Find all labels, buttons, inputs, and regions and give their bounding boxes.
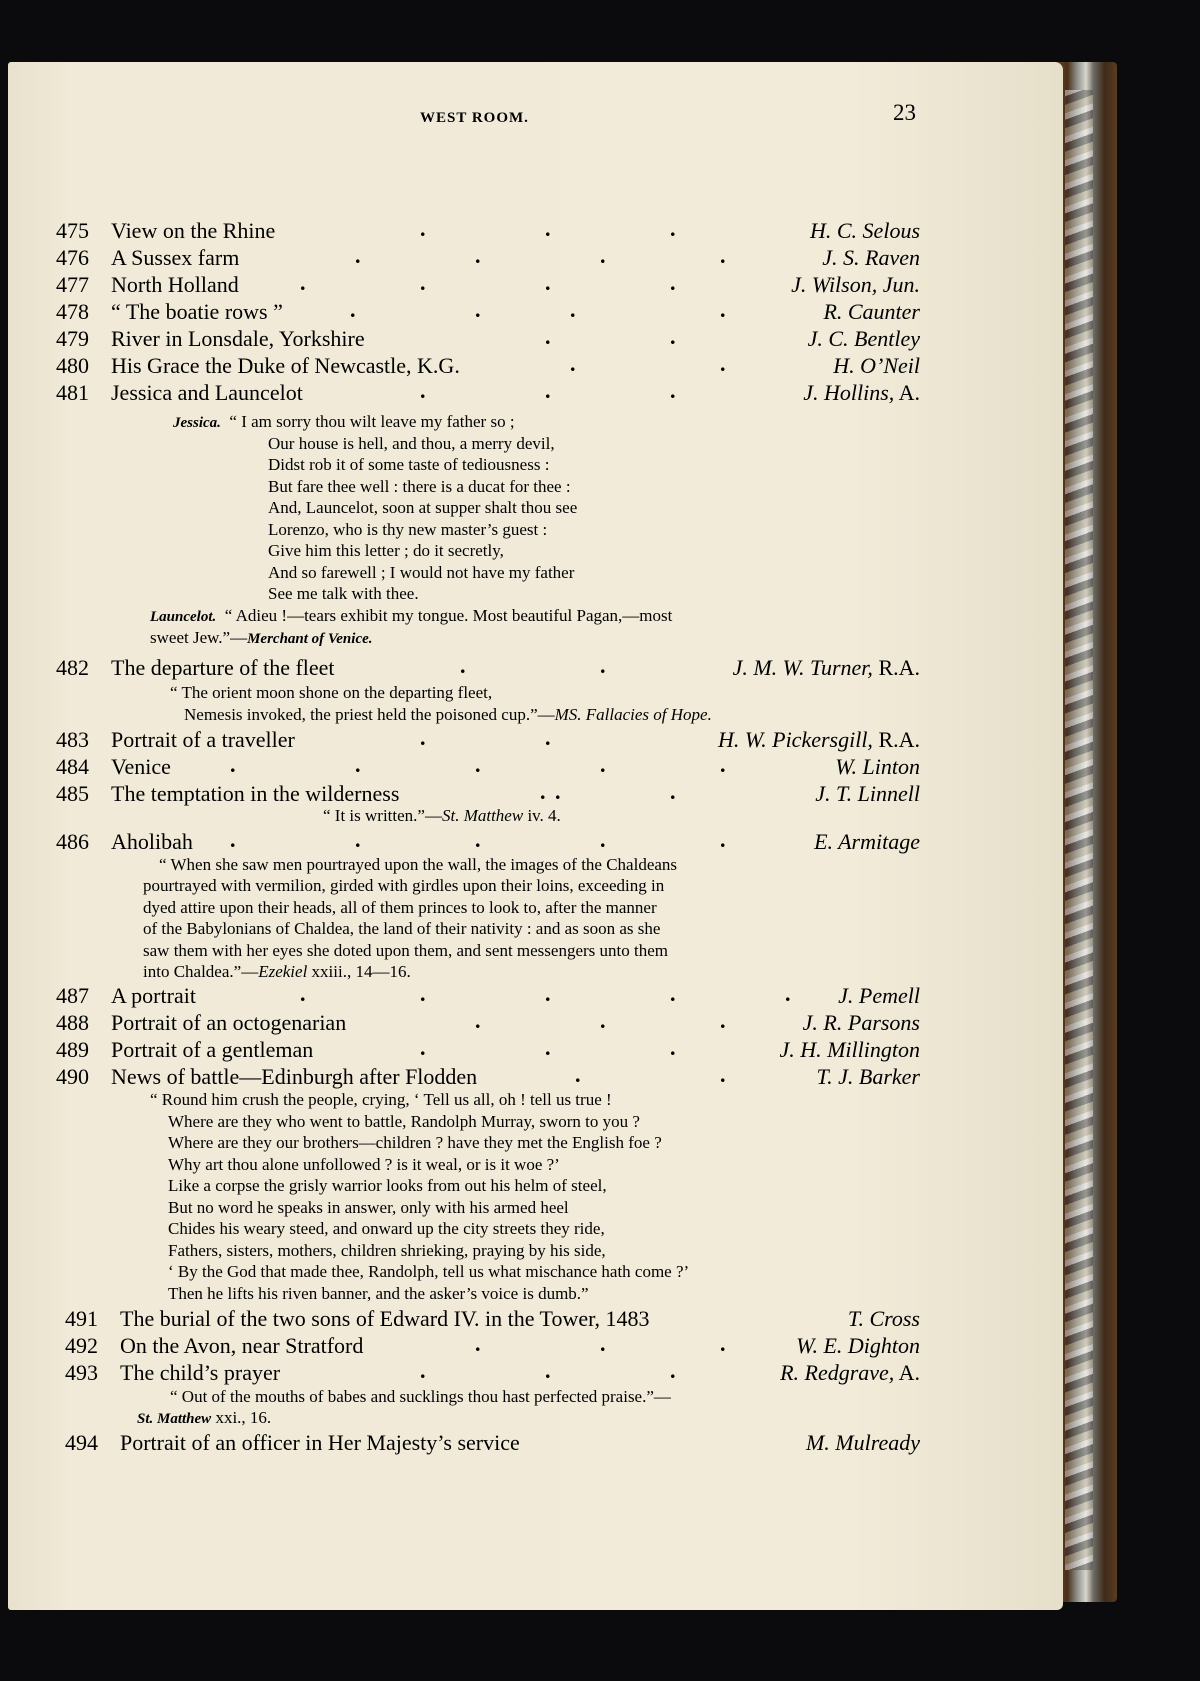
leader-dot: . bbox=[670, 378, 676, 403]
entry-number: 475 bbox=[56, 218, 89, 243]
quote-490-line: Then he lifts his riven banner, and the asker’s voice is dumb.” bbox=[168, 1284, 589, 1303]
entry-title: View on the Rhine bbox=[111, 218, 276, 243]
quote-481-line bbox=[173, 412, 515, 432]
quote-490-line: But no word he speaks in answer, only with his armed heel bbox=[168, 1198, 569, 1217]
entry-number: 479 bbox=[56, 326, 89, 351]
running-header: WEST ROOM. bbox=[420, 110, 529, 126]
leader-dot: . bbox=[420, 1035, 426, 1060]
entry-title: River in Lonsdale, Yorkshire bbox=[111, 326, 365, 351]
entry-artist bbox=[822, 245, 920, 271]
entry-title: News of battle—Edinburgh after Flodden bbox=[111, 1064, 478, 1089]
entry-title: The burial of the two sons of Edward IV. in the Tower, 1483 bbox=[120, 1306, 650, 1331]
entry-number: 483 bbox=[56, 727, 89, 752]
leader-dot: . bbox=[600, 1008, 606, 1033]
quote-490-line: Chides his weary steed, and onward up the city streets they ride, bbox=[168, 1219, 605, 1238]
quote-486-last: into Chaldea.”— bbox=[143, 962, 259, 981]
leader-dot: . bbox=[670, 324, 676, 349]
leader-dot: . bbox=[720, 351, 726, 376]
artist-suffix: A. bbox=[894, 1360, 920, 1385]
quote-490-line: ‘ By the God that made thee, Randolph, tell us what mischance hath come ?’ bbox=[168, 1262, 690, 1281]
entry-artist bbox=[814, 829, 920, 855]
leader-dot: . bbox=[355, 243, 361, 268]
leader-dot: . bbox=[420, 378, 426, 403]
quote-481-source-line bbox=[150, 628, 373, 648]
artist-name: R. Caunter bbox=[823, 299, 920, 324]
leader-dot: . bbox=[720, 827, 726, 852]
leader-dot: . bbox=[545, 1358, 551, 1383]
leader-dot: . bbox=[545, 981, 551, 1006]
artist-name: J. Pemell bbox=[838, 983, 920, 1008]
quote-485-source: St. Matthew bbox=[441, 806, 524, 825]
entry-title: Jessica and Launcelot bbox=[111, 380, 303, 405]
quote-490-line: Like a corpse the grisly warrior looks from out his helm of steel, bbox=[168, 1176, 607, 1195]
entry-title: The departure of the fleet bbox=[111, 655, 335, 680]
quote-486-line: of the Babylonians of Chaldea, the land of their nativity : and as soon as she bbox=[143, 919, 661, 938]
quote-481-line: Give him this letter ; do it secretly, bbox=[268, 541, 504, 560]
entry-artist bbox=[838, 983, 920, 1009]
quote-493-source: St. Matthew bbox=[137, 1411, 212, 1427]
entry-number: 487 bbox=[56, 983, 89, 1008]
leader-dot: . bbox=[475, 1008, 481, 1033]
leader-dot: . bbox=[545, 378, 551, 403]
leader-dot: . bbox=[545, 216, 551, 241]
quote-482-line bbox=[184, 705, 712, 725]
quote-493-source-line bbox=[137, 1408, 271, 1428]
leader-dot: . bbox=[545, 1035, 551, 1060]
quote-493-ref: xxi., 16. bbox=[211, 1408, 272, 1427]
entry-artist bbox=[806, 1430, 920, 1456]
artist-name: J. Hollins, bbox=[803, 380, 895, 405]
leader-dot: . bbox=[475, 1331, 481, 1356]
artist-name: J. M. W. Turner, bbox=[732, 655, 873, 680]
entry-title: Portrait of a traveller bbox=[111, 727, 295, 752]
entry-number: 491 bbox=[65, 1306, 98, 1331]
artist-name: J. T. Linnell bbox=[815, 781, 920, 806]
quote-481-line: See me talk with thee. bbox=[268, 584, 419, 603]
entry-artist bbox=[796, 1333, 920, 1359]
leader-dot: . bbox=[420, 270, 426, 295]
leader-dot: . bbox=[545, 270, 551, 295]
entry-artist bbox=[835, 754, 920, 780]
quote-486-line: “ When she saw men pourtrayed upon the wall, the images of the Chaldeans bbox=[159, 855, 678, 874]
entry-number: 478 bbox=[56, 299, 89, 324]
entry-number: 484 bbox=[56, 754, 89, 779]
entry-title: The child’s prayer bbox=[120, 1360, 281, 1385]
entry-title: Portrait of an octogenarian bbox=[111, 1010, 347, 1035]
leader-dot: . bbox=[350, 297, 356, 322]
artist-name: R. Redgrave, bbox=[780, 1360, 895, 1385]
entry-artist bbox=[733, 655, 920, 681]
entry-artist bbox=[833, 353, 920, 379]
leader-dot: . bbox=[475, 297, 481, 322]
artist-suffix: R.A. bbox=[872, 655, 920, 680]
leader-dot: . bbox=[230, 752, 236, 777]
entry-artist bbox=[810, 218, 920, 244]
entry-number: 489 bbox=[56, 1037, 89, 1062]
entry-artist bbox=[718, 727, 920, 753]
leader-dot: . bbox=[230, 827, 236, 852]
entry-number: 492 bbox=[65, 1333, 98, 1358]
quote-481-end: sweet Jew.”— bbox=[150, 628, 248, 647]
leader-dot: . bbox=[720, 297, 726, 322]
artist-name: M. Mulready bbox=[805, 1430, 920, 1455]
entry-artist bbox=[791, 272, 920, 298]
entry-number: 490 bbox=[56, 1064, 89, 1089]
quote-481-launcelot-text: “ Adieu !—tears exhibit my tongue. Most beautiful Pagan,—most bbox=[224, 606, 673, 625]
quote-486-line: pourtrayed with vermilion, girded with girdles upon their loins, exceeding in bbox=[143, 876, 665, 895]
entry-title: On the Avon, near Stratford bbox=[120, 1333, 364, 1358]
quote-485 bbox=[323, 806, 561, 826]
quote-485-text: “ It is written.”— bbox=[323, 806, 442, 825]
quote-490-line: Where are they our brothers—children ? have they met the English foe ? bbox=[168, 1133, 662, 1152]
entry-artist bbox=[803, 1010, 920, 1036]
entry-number: 486 bbox=[56, 829, 89, 854]
artist-name: J. R. Parsons bbox=[802, 1010, 920, 1035]
quote-486-source: Ezekiel bbox=[258, 962, 308, 981]
entry-title: Portrait of an officer in Her Majesty’s service bbox=[120, 1430, 520, 1455]
entry-artist bbox=[848, 1306, 920, 1332]
entry-title: His Grace the Duke of Newcastle, K.G. bbox=[111, 353, 460, 378]
artist-name: T. Cross bbox=[847, 1306, 920, 1331]
leader-dot: . bbox=[670, 270, 676, 295]
artist-name: J. Wilson, Jun. bbox=[791, 272, 920, 297]
entry-number: 482 bbox=[56, 655, 89, 680]
leader-dot: . bbox=[785, 981, 791, 1006]
leader-dot: . bbox=[600, 752, 606, 777]
artist-name: W. Linton bbox=[835, 754, 920, 779]
leader-dot: . bbox=[670, 779, 676, 804]
leader-dot: . bbox=[355, 827, 361, 852]
speaker-launcelot: Launcelot. bbox=[150, 609, 217, 625]
leader-dot: . bbox=[300, 270, 306, 295]
quote-481-line: Didst rob it of some taste of tediousness : bbox=[268, 455, 550, 474]
leader-dot: . bbox=[600, 653, 606, 678]
artist-suffix: R.A. bbox=[872, 727, 920, 752]
leader-dot: . bbox=[720, 752, 726, 777]
artist-name: J. C. Bentley bbox=[807, 326, 920, 351]
quote-490-line: Fathers, sisters, mothers, children shrieking, praying by his side, bbox=[168, 1241, 606, 1260]
speaker-jessica: Jessica. bbox=[173, 415, 221, 431]
quote-486-last-line bbox=[143, 962, 411, 982]
quote-481-source: Merchant of Venice. bbox=[247, 631, 373, 647]
quote-482-source: MS. Fallacies of Hope. bbox=[554, 705, 712, 724]
entry-title: Venice bbox=[111, 754, 171, 779]
entry-number: 480 bbox=[56, 353, 89, 378]
leader-dot: . bbox=[720, 1331, 726, 1356]
entry-title: North Holland bbox=[111, 272, 239, 297]
marbled-edge bbox=[1065, 90, 1093, 1570]
artist-suffix: A. bbox=[894, 380, 920, 405]
quote-481-line: And so farewell ; I would not have my father bbox=[268, 563, 575, 582]
entry-artist bbox=[803, 380, 920, 406]
quote-486-line: saw them with her eyes she doted upon them, and sent messengers unto them bbox=[143, 941, 668, 960]
leader-dot: . bbox=[575, 1062, 581, 1087]
leader-dot: . bbox=[545, 324, 551, 349]
quote-481-line: Lorenzo, who is thy new master’s guest : bbox=[268, 520, 548, 539]
quote-493-line: “ Out of the mouths of babes and sucklings thou hast perfected praise.”— bbox=[170, 1387, 671, 1406]
quote-485-ref: iv. 4. bbox=[523, 806, 561, 825]
artist-name: H. C. Selous bbox=[810, 218, 920, 243]
leader-dot: . bbox=[420, 981, 426, 1006]
quote-490-line: Why art thou alone unfollowed ? is it weal, or is it woe ?’ bbox=[168, 1155, 560, 1174]
quote-481-launcelot bbox=[150, 606, 672, 626]
leader-dot: . bbox=[600, 827, 606, 852]
artist-name: H. O’Neil bbox=[833, 353, 920, 378]
quote-486-line: dyed attire upon their heads, all of them princes to look to, after the manner bbox=[143, 898, 657, 917]
entry-artist bbox=[815, 781, 920, 807]
leader-dot: . bbox=[720, 1008, 726, 1033]
quote-490-line: “ Round him crush the people, crying, ‘ Tell us all, oh ! tell us true ! bbox=[150, 1090, 612, 1109]
artist-name: H. W. Pickersgill, bbox=[717, 727, 873, 752]
quote-481-line: But fare thee well : there is a ducat for thee : bbox=[268, 477, 571, 496]
leader-dot: . bbox=[720, 243, 726, 268]
entry-artist bbox=[779, 1037, 920, 1063]
leader-dot: . bbox=[420, 725, 426, 750]
entry-artist bbox=[817, 1064, 920, 1090]
artist-name: W. E. Dighton bbox=[796, 1333, 920, 1358]
leader-dot: . bbox=[670, 1358, 676, 1383]
leader-dot: . bbox=[540, 779, 546, 804]
entry-title: A portrait bbox=[111, 983, 196, 1008]
entry-number: 477 bbox=[56, 272, 89, 297]
leader-dot: . bbox=[570, 297, 576, 322]
entry-title: The temptation in the wilderness bbox=[111, 781, 400, 806]
leader-dot: . bbox=[475, 243, 481, 268]
entry-title: A Sussex farm bbox=[111, 245, 240, 270]
page-number: 23 bbox=[893, 100, 916, 125]
quote-481-line-1: “ I am sorry thou wilt leave my father so ; bbox=[229, 412, 515, 431]
artist-name: J. S. Raven bbox=[822, 245, 920, 270]
artist-name: E. Armitage bbox=[814, 829, 920, 854]
entry-artist bbox=[823, 299, 920, 325]
artist-name: J. H. Millington bbox=[779, 1037, 920, 1062]
leader-dot: . bbox=[720, 1062, 726, 1087]
quote-481-line: Our house is hell, and thou, a merry devil, bbox=[268, 434, 555, 453]
entry-title: Aholibah bbox=[111, 829, 193, 854]
leader-dot: . bbox=[600, 1331, 606, 1356]
leader-dot: . bbox=[670, 216, 676, 241]
leader-dot: . bbox=[475, 827, 481, 852]
quote-482-line-2: Nemesis invoked, the priest held the poisoned cup.”— bbox=[184, 705, 555, 724]
leader-dot: . bbox=[300, 981, 306, 1006]
entry-title: “ The boatie rows ” bbox=[111, 299, 283, 324]
leader-dot: . bbox=[670, 981, 676, 1006]
leader-dot: . bbox=[460, 653, 466, 678]
entry-title: Portrait of a gentleman bbox=[111, 1037, 314, 1062]
entry-number: 488 bbox=[56, 1010, 89, 1035]
artist-name: T. J. Barker bbox=[816, 1064, 920, 1089]
leader-dot: . bbox=[570, 351, 576, 376]
entry-artist bbox=[780, 1360, 920, 1386]
entry-number: 476 bbox=[56, 245, 89, 270]
leader-dot: . bbox=[420, 1358, 426, 1383]
entry-number: 485 bbox=[56, 781, 89, 806]
quote-486-ref: xxiii., 14—16. bbox=[307, 962, 411, 981]
quote-490-line: Where are they who went to battle, Randolph Murray, sworn to you ? bbox=[168, 1112, 640, 1131]
leader-dot: . bbox=[355, 752, 361, 777]
leader-dot: . bbox=[545, 725, 551, 750]
leader-dot: . bbox=[475, 752, 481, 777]
entry-number: 493 bbox=[65, 1360, 98, 1385]
quote-481-line: And, Launcelot, soon at supper shalt thou see bbox=[268, 498, 578, 517]
leader-dot: . bbox=[420, 216, 426, 241]
leader-dot: . bbox=[670, 1035, 676, 1060]
leader-dot: . bbox=[555, 779, 561, 804]
entry-number: 494 bbox=[65, 1430, 98, 1455]
entry-number: 481 bbox=[56, 380, 89, 405]
entry-artist bbox=[808, 326, 920, 352]
quote-482-line: “ The orient moon shone on the departing fleet, bbox=[170, 683, 493, 702]
leader-dot: . bbox=[600, 243, 606, 268]
